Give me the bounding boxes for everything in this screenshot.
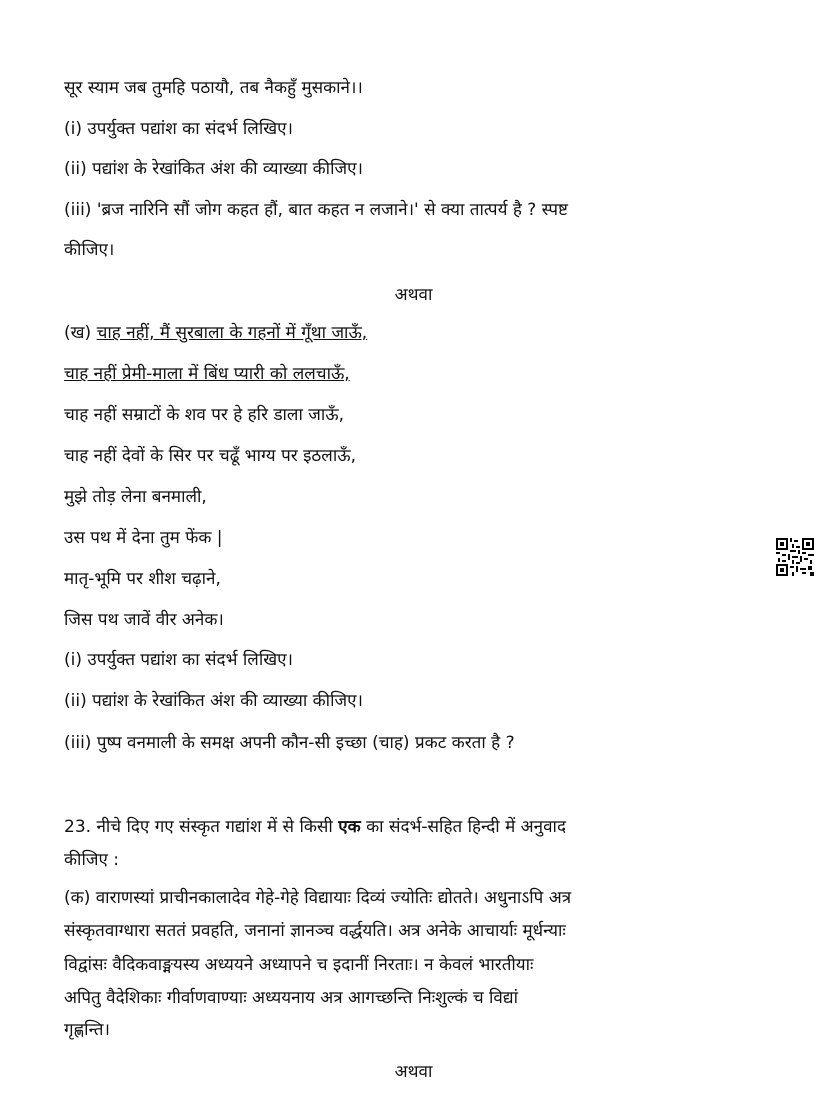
athva-divider: अथवा [394,285,433,305]
sanskrit-line-4: अपितु वैदेशिकाः गीर्वाणवाण्याः अध्ययनाय अत्र आगच्छन्ति निःशुल्कं च विद्यां [64,988,518,1008]
question-i-b: (i) उपर्युक्त पद्यांश का संदर्भ लिखिए। [64,650,293,670]
question-23-text-a: 23. नीचे दिए गए संस्कृत गद्यांश में से किसी [64,817,339,837]
question-23 [64,815,566,839]
athva-divider-2: अथवा [394,1062,433,1082]
question-i: (i) उपर्युक्त पद्यांश का संदर्भ लिखिए। [64,119,293,139]
poem-line-7: मातृ-भूमि पर शीश चढ़ाने, [64,569,221,589]
question-iii-b: (iii) पुष्प वनमाली के समक्ष अपनी कौन-सी इच्छा (चाह) प्रकट करता है ? [64,733,515,753]
poem-line-5: मुझे तोड़ लेना बनमाली, [64,487,207,507]
poem-line-1-underlined: चाह नहीं, मैं सुरबाला के गहनों में गूँथा जाऊँ, [96,323,368,343]
poem-line-4: चाह नहीं देवों के सिर पर चढूँ भाग्य पर इठलाऊँ, [64,446,356,466]
poem-line-6: उस पथ में देना तुम फेंक | [64,528,223,548]
sanskrit-line-2: संस्कृतवाग्धारा सततं प्रवहति, जनानां ज्ञानञ्च वर्द्धयति। अत्र अनेके आचार्याः मूर्धन्याः [64,921,566,941]
question-23-bold: एक [338,817,361,837]
sanskrit-line-5: गृह्णन्ति। [64,1020,110,1040]
question-23-cont: कीजिए : [64,850,120,870]
question-iii-cont: कीजिए। [64,240,115,260]
poem-line-3: चाह नहीं सम्राटों के शव पर हे हरि डाला जाऊँ, [64,405,345,425]
question-iii: (iii) 'ब्रज नारिनि सौं जोग कहत हौं, बात कहत न लजाने।' से क्या तात्पर्य है ? स्पष्ट [64,200,568,220]
poem-closing-line: सूर स्याम जब तुमहि पठायौ, तब नैकहुँ मुसकाने।। [64,78,363,98]
question-ii: (ii) पद्यांश के रेखांकित अंश की व्याख्या कीजिए। [64,159,363,179]
sanskrit-line-1: (क) वाराणस्यां प्राचीनकालादेव गेहे-गेहे विद्यायाः दिव्यं ज्योतिः द्योतते। अधुनाऽपि अत्र [64,888,572,908]
poem-line-2: चाह नहीं प्रेमी-माला में बिंध प्यारी को ललचाऊँ, [64,364,350,384]
qr-code-icon [776,538,814,576]
question-23-text-b: का संदर्भ-सहित हिन्दी में अनुवाद [360,817,566,837]
option-kh-label: (ख) [64,323,97,343]
sanskrit-line-3: विद्वांसः वैदिकवाङ्मयस्य अध्ययने अध्यापने च इदानीं निरताः। न केवलं भारतीयाः [64,955,534,975]
poem-line-1 [64,321,367,345]
question-ii-b: (ii) पद्यांश के रेखांकित अंश की व्याख्या कीजिए। [64,691,363,711]
poem-line-8: जिस पथ जावें वीर अनेक। [64,610,224,630]
